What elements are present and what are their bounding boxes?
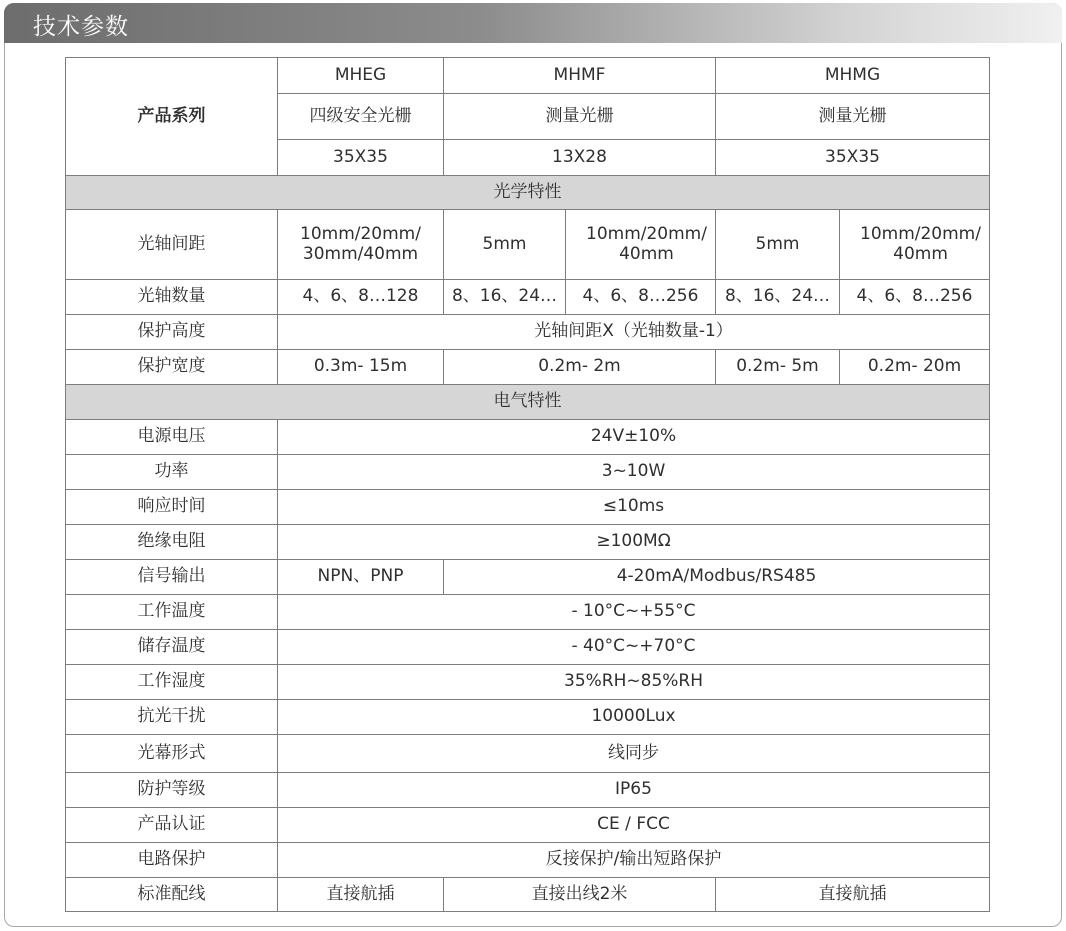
spec-table <box>65 57 990 912</box>
cell-value: 4-20mA/Modbus/RS485 <box>444 560 990 595</box>
cell-value: 10mm/20mm/ 40mm <box>566 210 716 280</box>
model-mheg: MHEG <box>278 58 444 94</box>
row-label: 储存温度 <box>66 630 278 665</box>
cell-value: 10mm/20mm/ 40mm <box>840 210 990 280</box>
table-row <box>66 735 990 773</box>
cell-value: 8、16、24… <box>716 280 840 315</box>
table-row <box>66 595 990 630</box>
row-label: 信号输出 <box>66 560 278 595</box>
table-row <box>66 58 990 94</box>
panel-header <box>4 3 1062 43</box>
row-label: 光幕形式 <box>66 735 278 773</box>
table-row <box>66 773 990 808</box>
cell-value: 8、16、24… <box>444 280 566 315</box>
product-series-label: 产品系列 <box>66 58 278 176</box>
cell-value: 5mm <box>444 210 566 280</box>
table-row <box>66 420 990 455</box>
cell-value: CE / FCC <box>278 808 990 843</box>
table-row <box>66 280 990 315</box>
cell-value: 10mm/20mm/ 30mm/40mm <box>278 210 444 280</box>
table-row <box>66 700 990 735</box>
table-row <box>66 455 990 490</box>
cell-value: 0.2m- 2m <box>444 350 716 385</box>
table-row <box>66 490 990 525</box>
row-label: 光轴间距 <box>66 210 278 280</box>
table-row <box>66 560 990 595</box>
section-row-optical <box>66 176 990 210</box>
row-label: 响应时间 <box>66 490 278 525</box>
row-label: 电源电压 <box>66 420 278 455</box>
row-label: 工作湿度 <box>66 665 278 700</box>
table-row <box>66 210 990 280</box>
section-row-electrical <box>66 385 990 420</box>
table-row <box>66 878 990 912</box>
table-row <box>66 665 990 700</box>
size-value: 35X35 <box>278 140 444 176</box>
cell-value: 光轴间距X（光轴数量-1） <box>278 315 990 350</box>
table-row <box>66 630 990 665</box>
row-label: 产品认证 <box>66 808 278 843</box>
cell-value: 线同步 <box>278 735 990 773</box>
model-mhmg: MHMG <box>716 58 990 94</box>
cell-value: 5mm <box>716 210 840 280</box>
cell-value: 反接保护/输出短路保护 <box>278 843 990 878</box>
cell-value: 24V±10% <box>278 420 990 455</box>
row-label: 抗光干扰 <box>66 700 278 735</box>
row-label: 工作温度 <box>66 595 278 630</box>
cell-value: 0.2m- 5m <box>716 350 840 385</box>
row-label: 保护宽度 <box>66 350 278 385</box>
panel-title: 技术参数 <box>33 14 129 40</box>
cell-value: IP65 <box>278 773 990 808</box>
series-name: 测量光栅 <box>716 94 990 140</box>
row-label: 防护等级 <box>66 773 278 808</box>
section-title-electrical: 电气特性 <box>66 385 990 420</box>
row-label: 功率 <box>66 455 278 490</box>
cell-value: 0.2m- 20m <box>840 350 990 385</box>
cell-value: - 10°C~+55°C <box>278 595 990 630</box>
cell-value: 35%RH~85%RH <box>278 665 990 700</box>
section-title-optical: 光学特性 <box>66 176 990 210</box>
cell-value: ≥100MΩ <box>278 525 990 560</box>
cell-value: 0.3m- 15m <box>278 350 444 385</box>
cell-value: 3~10W <box>278 455 990 490</box>
row-label: 电路保护 <box>66 843 278 878</box>
row-label: 绝缘电阻 <box>66 525 278 560</box>
size-value: 13X28 <box>444 140 716 176</box>
row-label: 保护高度 <box>66 315 278 350</box>
table-row <box>66 843 990 878</box>
row-label: 标准配线 <box>66 878 278 912</box>
series-name: 四级安全光栅 <box>278 94 444 140</box>
table-row <box>66 525 990 560</box>
table-row <box>66 315 990 350</box>
table-row <box>66 808 990 843</box>
cell-value: ≤10ms <box>278 490 990 525</box>
cell-value: - 40°C~+70°C <box>278 630 990 665</box>
size-value: 35X35 <box>716 140 990 176</box>
cell-value: 4、6、8…256 <box>566 280 716 315</box>
cell-value: 4、6、8…128 <box>278 280 444 315</box>
row-label: 光轴数量 <box>66 280 278 315</box>
cell-value: 直接航插 <box>716 878 990 912</box>
cell-value: 4、6、8…256 <box>840 280 990 315</box>
series-name: 测量光栅 <box>444 94 716 140</box>
cell-value: NPN、PNP <box>278 560 444 595</box>
table-row <box>66 350 990 385</box>
cell-value: 直接出线2米 <box>444 878 716 912</box>
cell-value: 直接航插 <box>278 878 444 912</box>
model-mhmf: MHMF <box>444 58 716 94</box>
cell-value: 10000Lux <box>278 700 990 735</box>
